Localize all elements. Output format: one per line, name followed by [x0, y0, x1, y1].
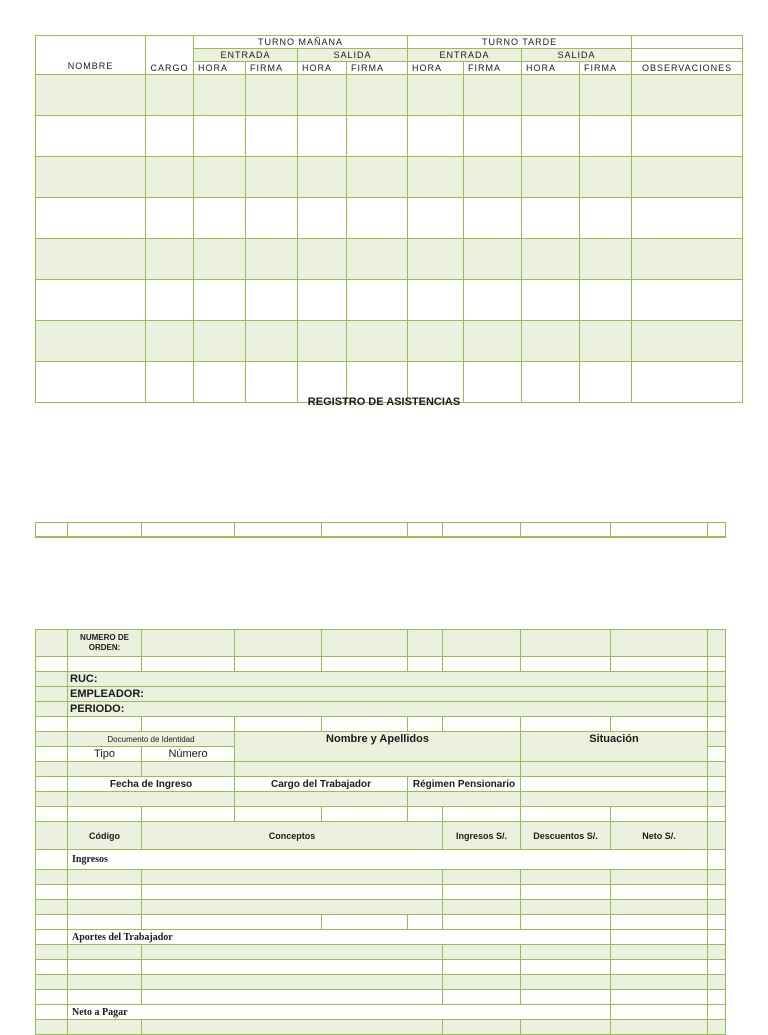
- cell: [521, 807, 611, 822]
- descuentos-header: Descuentos S/.: [521, 822, 611, 850]
- cell: [36, 687, 68, 702]
- attendance-cell[interactable]: [464, 116, 522, 157]
- cell: [708, 1005, 726, 1020]
- cell: [708, 900, 726, 915]
- attendance-cell[interactable]: [522, 280, 580, 321]
- attendance-cell[interactable]: [347, 198, 408, 239]
- attendance-row: [36, 75, 743, 116]
- attendance-cell[interactable]: [298, 75, 347, 116]
- numero-label: Número: [142, 747, 235, 762]
- attendance-cell[interactable]: [408, 116, 464, 157]
- nombre-apellidos-label: Nombre y Apellidos: [235, 732, 521, 762]
- attendance-cell[interactable]: [298, 157, 347, 198]
- attendance-cell[interactable]: [246, 239, 298, 280]
- cell: [68, 807, 142, 822]
- attendance-cell[interactable]: [580, 157, 632, 198]
- cell: [708, 850, 726, 870]
- cell: [68, 762, 142, 777]
- cell: [521, 657, 611, 672]
- cell: [36, 900, 68, 915]
- attendance-cell[interactable]: [464, 280, 522, 321]
- cell: [36, 762, 68, 777]
- cell: [611, 915, 708, 930]
- cell: [142, 945, 443, 960]
- cell: [443, 990, 521, 1005]
- col-cargo: CARGO: [146, 36, 194, 75]
- observaciones-header: OBSERVACIONES: [632, 62, 743, 75]
- attendance-cell[interactable]: [298, 280, 347, 321]
- attendance-cell[interactable]: [347, 321, 408, 362]
- cell: [142, 960, 443, 975]
- cell: [36, 807, 68, 822]
- attendance-cell[interactable]: [580, 198, 632, 239]
- attendance-cell[interactable]: [347, 116, 408, 157]
- attendance-cell[interactable]: [632, 75, 743, 116]
- attendance-row: [36, 239, 743, 280]
- attendance-table: [35, 35, 743, 403]
- attendance-cell[interactable]: [464, 321, 522, 362]
- cell: [708, 657, 726, 672]
- cell: [521, 900, 611, 915]
- cell: [708, 885, 726, 900]
- attendance-cell[interactable]: [146, 280, 194, 321]
- attendance-cell[interactable]: [408, 75, 464, 116]
- hora-header: HORA: [522, 62, 580, 75]
- cell: [235, 657, 322, 672]
- attendance-cell[interactable]: [632, 157, 743, 198]
- attendance-cell[interactable]: [246, 116, 298, 157]
- hora-header: HORA: [408, 62, 464, 75]
- cell: [142, 870, 443, 885]
- regimen-pensionario-label: Régimen Pensionario: [408, 777, 521, 792]
- cell: [443, 657, 521, 672]
- cell: [611, 807, 708, 822]
- attendance-cell[interactable]: [146, 198, 194, 239]
- attendance-cell[interactable]: [194, 157, 246, 198]
- attendance-cell[interactable]: [347, 157, 408, 198]
- attendance-cell[interactable]: [632, 198, 743, 239]
- cell: [708, 717, 726, 732]
- cell: [708, 732, 726, 747]
- attendance-cell[interactable]: [298, 239, 347, 280]
- attendance-cell[interactable]: [580, 280, 632, 321]
- cell: [708, 945, 726, 960]
- cell: [235, 630, 322, 657]
- cell: [611, 945, 708, 960]
- cell: [142, 1020, 443, 1035]
- payslip-table: [35, 629, 726, 1035]
- cell: [521, 777, 708, 792]
- strip-divider: [35, 536, 725, 537]
- cell: [68, 915, 142, 930]
- attendance-cell[interactable]: [194, 239, 246, 280]
- codigo-header: Código: [68, 822, 142, 850]
- cell: [408, 630, 443, 657]
- attendance-cell[interactable]: [194, 116, 246, 157]
- cell: [322, 657, 408, 672]
- attendance-cell[interactable]: [246, 75, 298, 116]
- aportes-section-label: Aportes del Trabajador: [68, 930, 611, 945]
- cell: [235, 762, 521, 777]
- cell: [521, 915, 611, 930]
- cell: [708, 930, 726, 945]
- attendance-cell[interactable]: [298, 116, 347, 157]
- cell: [521, 975, 611, 990]
- attendance-cell[interactable]: [298, 321, 347, 362]
- cell: [443, 1020, 521, 1035]
- obs-top-cell: [632, 36, 743, 49]
- cell: [68, 657, 142, 672]
- attendance-cell[interactable]: [36, 280, 146, 321]
- numero-orden-label: NUMERO DE ORDEN:: [68, 630, 142, 657]
- cell: [708, 960, 726, 975]
- cell: [142, 657, 235, 672]
- cell: [708, 822, 726, 850]
- attendance-cell[interactable]: [580, 75, 632, 116]
- cell: [443, 960, 521, 975]
- attendance-cell[interactable]: [522, 239, 580, 280]
- cargo-trabajador-label: Cargo del Trabajador: [235, 777, 408, 792]
- cell: [521, 945, 611, 960]
- cell: [611, 885, 708, 900]
- cell: [36, 777, 68, 792]
- cell: [322, 717, 408, 732]
- cell: [142, 717, 235, 732]
- cell: [36, 990, 68, 1005]
- attendance-cell[interactable]: [580, 116, 632, 157]
- attendance-cell[interactable]: [632, 239, 743, 280]
- cell: [36, 885, 68, 900]
- cell: [611, 975, 708, 990]
- cell: [521, 990, 611, 1005]
- cell: [36, 822, 68, 850]
- attendance-cell[interactable]: [347, 239, 408, 280]
- cell: [68, 960, 142, 975]
- attendance-cell[interactable]: [194, 75, 246, 116]
- attendance-cell[interactable]: [246, 321, 298, 362]
- cell: [68, 945, 142, 960]
- cell: [708, 1020, 726, 1035]
- attendance-cell[interactable]: [408, 321, 464, 362]
- attendance-cell[interactable]: [36, 239, 146, 280]
- cell: [611, 900, 708, 915]
- attendance-row: [36, 198, 743, 239]
- attendance-cell[interactable]: [464, 157, 522, 198]
- cell: [235, 807, 322, 822]
- cell: [36, 960, 68, 975]
- cell: [443, 885, 521, 900]
- cell: [322, 807, 408, 822]
- attendance-row: [36, 116, 743, 157]
- cell: [68, 870, 142, 885]
- cell: [708, 792, 726, 807]
- cell: [708, 672, 726, 687]
- attendance-cell[interactable]: [298, 198, 347, 239]
- cell: [68, 1020, 142, 1035]
- ingresos-section-label: Ingresos: [68, 850, 708, 870]
- cell: [611, 630, 708, 657]
- cell: [611, 717, 708, 732]
- turno-manana-header: TURNO MAÑANA: [194, 36, 408, 49]
- attendance-cell[interactable]: [246, 280, 298, 321]
- cell: [36, 850, 68, 870]
- attendance-cell[interactable]: [522, 157, 580, 198]
- attendance-cell[interactable]: [632, 280, 743, 321]
- cell: [708, 975, 726, 990]
- cell: [443, 630, 521, 657]
- attendance-row: [36, 280, 743, 321]
- attendance-cell[interactable]: [246, 157, 298, 198]
- cell: [521, 717, 611, 732]
- empleador-label: EMPLEADOR:: [68, 687, 708, 702]
- cell: [708, 915, 726, 930]
- cell: [68, 885, 142, 900]
- cell: [36, 672, 68, 687]
- cell: [68, 717, 142, 732]
- attendance-cell[interactable]: [408, 157, 464, 198]
- firma-header: FIRMA: [347, 62, 408, 75]
- cell: [708, 870, 726, 885]
- cell: [36, 930, 68, 945]
- salida-manana: SALIDA: [298, 49, 408, 62]
- cell: [443, 807, 521, 822]
- cell: [708, 747, 726, 762]
- cell: [142, 915, 322, 930]
- cell: [708, 687, 726, 702]
- attendance-cell[interactable]: [347, 75, 408, 116]
- cell: [142, 630, 235, 657]
- cell: [142, 975, 443, 990]
- cell: [521, 792, 708, 807]
- attendance-cell[interactable]: [408, 280, 464, 321]
- cell: [708, 777, 726, 792]
- situacion-label: Situación: [521, 732, 708, 762]
- attendance-cell[interactable]: [36, 198, 146, 239]
- cell: [235, 792, 408, 807]
- ingresos-header: Ingresos S/.: [443, 822, 521, 850]
- cell: [408, 792, 521, 807]
- cell: [142, 807, 235, 822]
- cell: [68, 792, 235, 807]
- cell: [708, 630, 726, 657]
- cell: [36, 657, 68, 672]
- page-title: REGISTRO DE ASISTENCIAS: [307, 396, 461, 408]
- cell: [521, 870, 611, 885]
- cell: [36, 630, 68, 657]
- conceptos-header: Conceptos: [142, 822, 443, 850]
- cell: [408, 807, 443, 822]
- cell: [322, 630, 408, 657]
- cell: [36, 732, 68, 747]
- attendance-cell[interactable]: [580, 239, 632, 280]
- cell: [142, 900, 443, 915]
- attendance-cell[interactable]: [194, 321, 246, 362]
- cell: [443, 945, 521, 960]
- fecha-ingreso-label: Fecha de Ingreso: [68, 777, 235, 792]
- neto-header: Neto S/.: [611, 822, 708, 850]
- attendance-cell[interactable]: [146, 75, 194, 116]
- attendance-cell[interactable]: [146, 239, 194, 280]
- attendance-cell[interactable]: [146, 157, 194, 198]
- cell: [36, 975, 68, 990]
- attendance-cell[interactable]: [464, 198, 522, 239]
- cell: [611, 1020, 708, 1035]
- attendance-cell[interactable]: [194, 280, 246, 321]
- cell: [68, 990, 142, 1005]
- cell: [36, 792, 68, 807]
- cell: [235, 717, 322, 732]
- attendance-cell[interactable]: [408, 198, 464, 239]
- attendance-cell[interactable]: [632, 321, 743, 362]
- cell: [36, 702, 68, 717]
- attendance-cell[interactable]: [36, 157, 146, 198]
- cell: [611, 990, 708, 1005]
- cell: [708, 702, 726, 717]
- hora-header: HORA: [194, 62, 246, 75]
- attendance-cell[interactable]: [347, 280, 408, 321]
- attendance-cell[interactable]: [36, 321, 146, 362]
- cell: [443, 915, 521, 930]
- cell: [68, 975, 142, 990]
- cell: [708, 762, 726, 777]
- cell: [611, 960, 708, 975]
- cell: [443, 717, 521, 732]
- cell: [611, 657, 708, 672]
- cell: [443, 870, 521, 885]
- cell: [322, 915, 408, 930]
- attendance-cell[interactable]: [464, 239, 522, 280]
- cell: [36, 870, 68, 885]
- cell: [408, 657, 443, 672]
- turno-tarde-header: TURNO TARDE: [408, 36, 632, 49]
- cell: [36, 717, 68, 732]
- attendance-body: [36, 75, 743, 403]
- attendance-cell[interactable]: [522, 75, 580, 116]
- cell: [408, 717, 443, 732]
- attendance-cell[interactable]: [632, 116, 743, 157]
- cell: [708, 990, 726, 1005]
- entrada-manana: ENTRADA: [194, 49, 298, 62]
- hora-header: HORA: [298, 62, 347, 75]
- cell: [521, 960, 611, 975]
- firma-header: FIRMA: [246, 62, 298, 75]
- cell: [36, 1005, 68, 1020]
- cell: [36, 945, 68, 960]
- periodo-label: PERIODO:: [68, 702, 708, 717]
- attendance-cell[interactable]: [522, 321, 580, 362]
- documento-identidad-label: Documento de Identidad: [68, 732, 235, 747]
- cell: [36, 1020, 68, 1035]
- cell: [611, 870, 708, 885]
- salida-tarde: SALIDA: [522, 49, 632, 62]
- attendance-cell[interactable]: [464, 75, 522, 116]
- obs-mid-cell: [632, 49, 743, 62]
- firma-header: FIRMA: [464, 62, 522, 75]
- cell: [443, 975, 521, 990]
- attendance-row: [36, 321, 743, 362]
- cell: [36, 747, 68, 762]
- cell: [611, 1005, 708, 1020]
- firma-header: FIRMA: [580, 62, 632, 75]
- cell: [708, 807, 726, 822]
- cell: [142, 885, 443, 900]
- col-nombre: NOMBRE: [36, 36, 146, 75]
- neto-pagar-label: Neto a Pagar: [68, 1005, 611, 1020]
- attendance-cell[interactable]: [408, 239, 464, 280]
- cell: [443, 900, 521, 915]
- attendance-cell[interactable]: [522, 198, 580, 239]
- cell: [521, 762, 708, 777]
- cell: [68, 900, 142, 915]
- ruc-label: RUC:: [68, 672, 708, 687]
- attendance-cell[interactable]: [522, 116, 580, 157]
- cell: [521, 630, 611, 657]
- cell: [142, 990, 443, 1005]
- cell: [611, 930, 708, 945]
- attendance-cell[interactable]: [580, 321, 632, 362]
- cell: [521, 885, 611, 900]
- entrada-tarde: ENTRADA: [408, 49, 522, 62]
- attendance-cell[interactable]: [194, 198, 246, 239]
- cell: [408, 915, 443, 930]
- cell: [36, 915, 68, 930]
- attendance-cell[interactable]: [146, 321, 194, 362]
- cell: [521, 1020, 611, 1035]
- cell: [142, 762, 235, 777]
- tipo-label: Tipo: [68, 747, 142, 762]
- attendance-cell[interactable]: [146, 116, 194, 157]
- attendance-cell[interactable]: [36, 75, 146, 116]
- attendance-row: [36, 157, 743, 198]
- attendance-cell[interactable]: [36, 116, 146, 157]
- attendance-cell[interactable]: [246, 198, 298, 239]
